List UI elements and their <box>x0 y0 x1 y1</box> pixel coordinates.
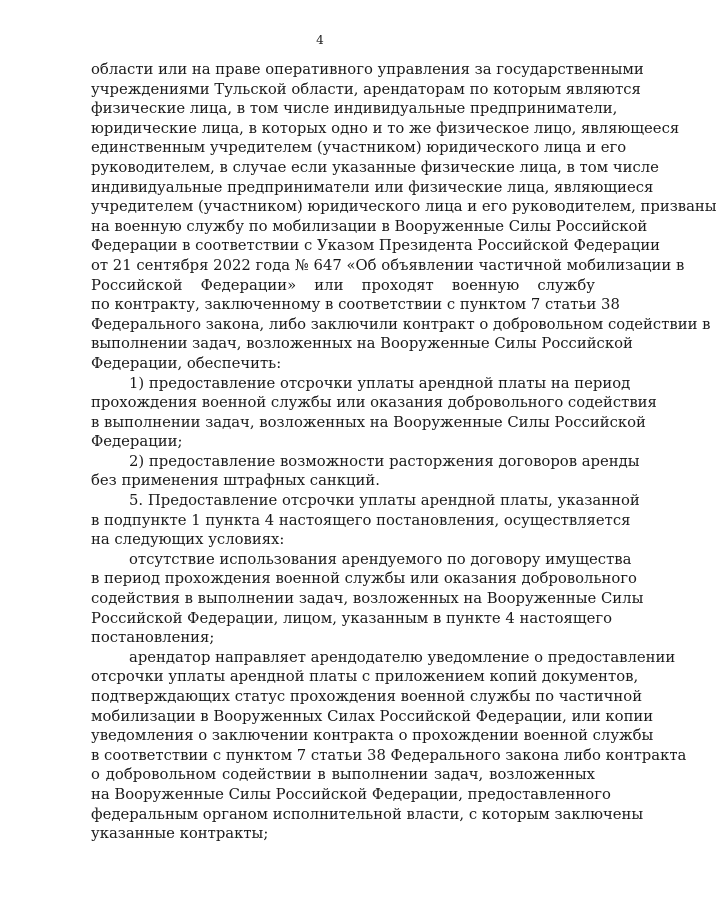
text-line: прохождения военной службы или оказания добровольного содействия <box>91 394 657 412</box>
text-line: области или на праве оперативного управления за государственными <box>91 61 644 78</box>
text-line: Российской Федерации, лицом, указанным в пункте 4 настоящего <box>91 609 613 627</box>
text-line: по контракту, заключенному в соответствии с пунктом 7 статьи 38 <box>91 296 620 314</box>
text-line: на военную службу по мобилизации в Вооруженные Силы Российской <box>91 217 648 235</box>
text-line: руководителем, в случае если указанные физические лица, в том числе <box>91 158 659 176</box>
body-text <box>91 60 717 844</box>
text-line: Федерального закона, либо заключили контракт о добровольном содействии в <box>91 315 711 333</box>
text-line: мобилизации в Вооруженных Силах Российской Федерации, или копии <box>91 707 654 725</box>
text-line: физические лица, в том числе индивидуальные предприниматели, <box>91 100 618 118</box>
text-line: постановления; <box>91 629 215 647</box>
text-line: в подпункте 1 пункта 4 настоящего постановления, осуществляется <box>91 511 631 529</box>
text-line: в соответствии с пунктом 7 статьи 38 Федерального закона либо контракта <box>91 746 687 764</box>
text-line: выполнении задач, возложенных на Вооруженные Силы Российской <box>91 335 633 353</box>
text-line: единственным учредителем (участником) юридического лица и его <box>91 139 627 157</box>
text-line: от 21 сентября 2022 года № 647 «Об объявлении частичной мобилизации в <box>91 256 685 274</box>
text-line: Федерации, обеспечить: <box>91 354 282 372</box>
text-line: индивидуальные предприниматели или физические лица, являющиеся <box>91 178 654 196</box>
text-line: учреждениями Тульской области, арендаторам по которым являются <box>91 80 641 98</box>
text-line: на Вооруженные Силы Российской Федерации, предоставленного <box>91 785 611 803</box>
text-line: Федерации в соответствии с Указом Президента Российской Федерации <box>91 237 661 255</box>
text-line: указанные контракты; <box>91 825 269 843</box>
text-line: 1) предоставление отсрочки уплаты арендной платы на период <box>129 374 631 392</box>
text-line: юридические лица, в которых одно и то же физическое лицо, являющееся <box>91 119 680 137</box>
text-line: уведомления о заключении контракта о прохождении военной службы <box>91 727 654 745</box>
text-line: в период прохождения военной службы или оказания добровольного <box>91 570 637 588</box>
text-line: учредителем (участником) юридического лица и его руководителем, призваны <box>91 198 717 216</box>
text-line: на следующих условиях: <box>91 531 285 549</box>
text-line: о добровольном содействии в выполнении задач, возложенных <box>91 766 595 784</box>
text-line: 5. Предоставление отсрочки уплаты арендной платы, указанной <box>129 492 640 510</box>
text-line: без применения штрафных санкций. <box>91 472 380 490</box>
text-line: арендатор направляет арендодателю уведомление о предоставлении <box>129 648 676 666</box>
text-line: отсрочки уплаты арендной платы с приложением копий документов, <box>91 668 639 686</box>
text-line: в выполнении задач, возложенных на Вооруженные Силы Российской <box>91 413 646 431</box>
text-line: Российской Федерации» или проходят военную службу <box>91 276 595 294</box>
text-line: отсутствие использования арендуемого по договору имущества <box>129 550 632 568</box>
text-line: федеральным органом исполнительной власти, с которым заключены <box>91 805 644 823</box>
text-line: 2) предоставление возможности расторжения договоров аренды <box>129 452 640 470</box>
text-line: Федерации; <box>91 433 183 451</box>
text-line: содействия в выполнении задач, возложенных на Вооруженные Силы <box>91 590 644 608</box>
text-line: подтверждающих статус прохождения военной службы по частичной <box>91 688 643 705</box>
page-number: 4 <box>316 33 324 47</box>
